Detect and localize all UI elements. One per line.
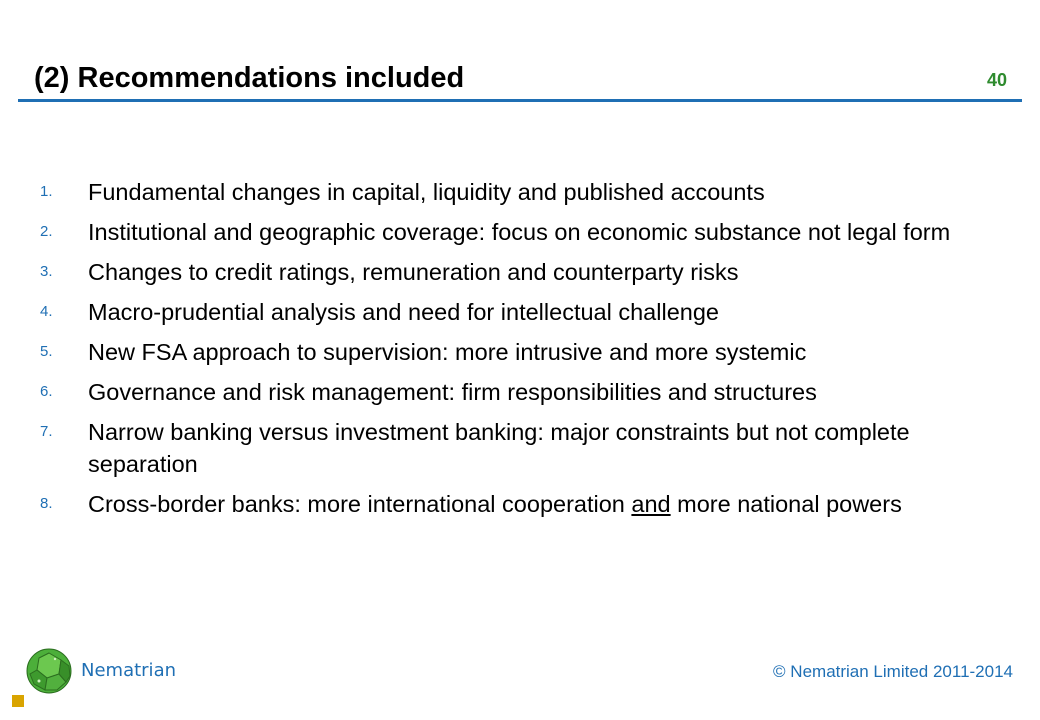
list-item <box>40 488 980 520</box>
list-item-text-part: Cross-border banks: more international cooperation <box>88 491 632 517</box>
list-item <box>40 376 980 408</box>
list-item-number: 5. <box>40 343 53 360</box>
list-item-number: 2. <box>40 223 53 240</box>
copyright-notice: © Nematrian Limited 2011-2014 <box>773 662 1013 681</box>
list-item-text-part: more national powers <box>670 491 902 517</box>
list-item-text: New FSA approach to supervision: more intrusive and more systemic <box>88 339 807 365</box>
list-item <box>40 416 980 480</box>
list-item <box>40 336 980 368</box>
list-item-text <box>88 488 980 520</box>
green-polyhedron-icon <box>25 647 73 695</box>
slide-title: (2) Recommendations included <box>34 62 465 94</box>
page-number: 40 <box>986 70 1007 90</box>
recommendations-list <box>40 176 980 528</box>
list-item-text: Fundamental changes in capital, liquidity and published accounts <box>88 179 765 205</box>
list-item-text: Institutional and geographic coverage: focus on economic substance not legal form <box>88 219 951 245</box>
brand-name: Nematrian <box>81 660 177 681</box>
list-item-number: 6. <box>40 383 53 400</box>
list-item <box>40 176 980 208</box>
list-item <box>40 296 980 328</box>
title-divider <box>18 99 1022 102</box>
emphasized-word: and <box>631 491 671 517</box>
list-item <box>40 216 980 248</box>
list-item-text: Governance and risk management: firm responsibilities and structures <box>88 379 817 405</box>
list-item-text: Changes to credit ratings, remuneration and counterparty risks <box>88 259 739 285</box>
list-item-number: 8. <box>40 495 53 512</box>
list-item-number: 4. <box>40 303 53 320</box>
list-item-number: 3. <box>40 263 53 280</box>
list-item <box>40 256 980 288</box>
list-item-text: Macro-prudential analysis and need for intellectual challenge <box>88 299 719 325</box>
corner-square <box>12 695 24 707</box>
list-item-text: Narrow banking versus investment banking: major constraints but not complete separation <box>88 419 910 477</box>
list-item-number: 7. <box>40 423 53 440</box>
list-item-number: 1. <box>40 183 53 200</box>
